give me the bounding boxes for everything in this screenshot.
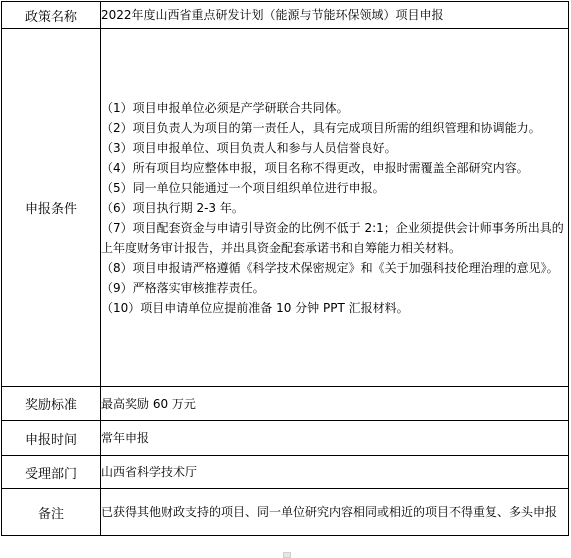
award-value: 最高奖励 60 万元	[101, 387, 569, 421]
condition-item-7: （7）项目配套资金与申请引导资金的比例不低于 2:1；企业须提供会计师事务所出具的上年度财务审计报告，并出具资金配套承诺书和自筹能力相关材料。	[101, 220, 564, 255]
note-row	[2, 489, 569, 536]
condition-item-9: （9）严格落实审核推荐责任。	[101, 280, 265, 295]
department-label: 受理部门	[2, 456, 101, 489]
note-label: 备注	[2, 489, 101, 536]
condition-item-2: （2）项目负责人为项目的第一责任人，具有完成项目所需的组织管理和协调能力。	[101, 120, 541, 135]
department-row	[2, 456, 569, 489]
conditions-label: 申报条件	[2, 29, 101, 387]
policy-name-row	[2, 2, 569, 29]
award-row	[2, 387, 569, 421]
condition-item-10: （10）项目申请单位应提前准备 10 分钟 PPT 汇报材料。	[101, 300, 409, 315]
condition-item-5: （5）同一单位只能通过一个项目组织单位进行申报。	[101, 180, 385, 195]
condition-item-4: （4）所有项目均应整体申报，项目名称不得更改，申报时需覆盖全部研究内容。	[101, 160, 529, 175]
paste-options-icon[interactable]	[283, 552, 291, 558]
department-value: 山西省科学技术厅	[101, 456, 569, 489]
conditions-list	[101, 29, 569, 387]
condition-item-3: （3）项目申报单位、项目负责人和参与人员信誉良好。	[101, 140, 397, 155]
policy-name-label: 政策名称	[2, 2, 101, 29]
condition-item-1: （1）项目申报单位必须是产学研联合共同体。	[101, 100, 349, 115]
condition-item-6: （6）项目执行期 2-3 年。	[101, 200, 244, 215]
policy-name-value: 2022年度山西省重点研发计划（能源与节能环保领域）项目申报	[101, 2, 569, 29]
time-label: 申报时间	[2, 421, 101, 456]
note-value: 已获得其他财政支持的项目、同一单位研究内容相同或相近的项目不得重复、多头申报	[101, 489, 569, 536]
award-label: 奖励标准	[2, 387, 101, 421]
condition-item-8: （8）项目申报请严格遵循《科学技术保密规定》和《关于加强科技伦理治理的意见》。	[101, 260, 559, 275]
policy-table	[1, 1, 569, 536]
conditions-row	[2, 29, 569, 387]
time-value: 常年申报	[101, 421, 569, 456]
time-row	[2, 421, 569, 456]
